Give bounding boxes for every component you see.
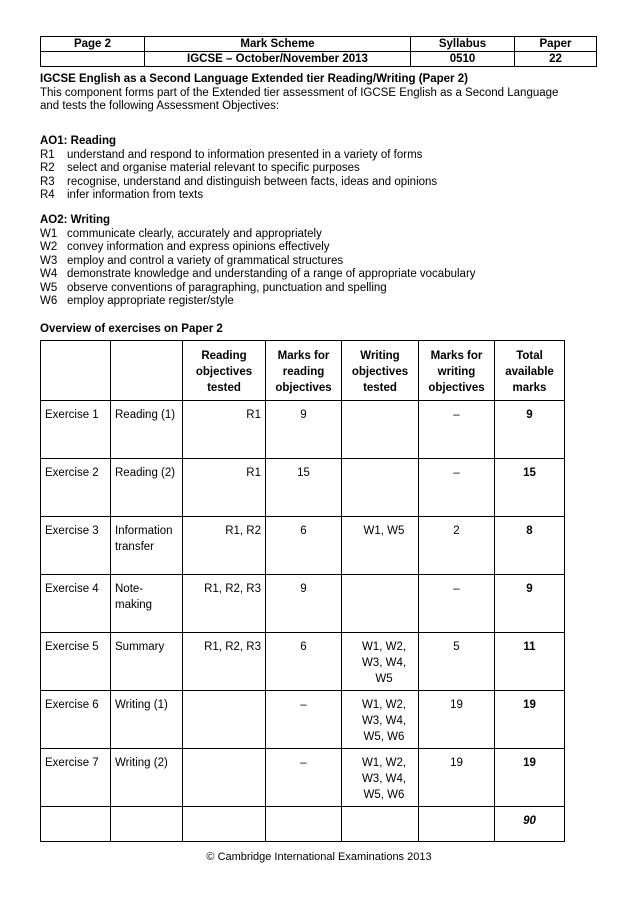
exercise-cell: Exercise 4 [41, 575, 111, 633]
writing-marks-cell: 19 [419, 749, 495, 807]
writing-marks-cell: 5 [419, 633, 495, 691]
column-header: Marks for reading objectives [266, 341, 342, 401]
writing-objectives-cell: W1, W2, W3, W4, W5, W6 [342, 691, 419, 749]
objective-code: R1 [40, 148, 55, 161]
intro [40, 73, 600, 114]
header-table [40, 36, 597, 67]
writing-objectives-cell: W1, W2, W3, W4, W5, W6 [342, 749, 419, 807]
ao1-item [40, 149, 600, 163]
ao1-heading: AO1: Reading [40, 135, 117, 147]
column-header [111, 341, 183, 401]
overview-body [41, 401, 565, 842]
objective-text: demonstrate knowledge and understanding of a range of appropriate vocabulary [67, 268, 476, 280]
empty-cell [342, 807, 419, 842]
exercise-cell: Exercise 2 [41, 459, 111, 517]
objective-text: employ and control a variety of grammatical structures [67, 254, 344, 267]
type-cell: Reading (2) [111, 459, 183, 517]
objective-text: communicate clearly, accurately and appropriately [67, 227, 322, 240]
reading-marks-cell: 6 [266, 633, 342, 691]
table-row [41, 575, 565, 633]
table-row [41, 749, 565, 807]
objective-code: R3 [40, 175, 55, 188]
table-row [41, 517, 565, 575]
writing-marks-cell: 19 [419, 691, 495, 749]
ao1-list [40, 149, 600, 203]
objective-code: W3 [40, 254, 58, 267]
writing-marks-cell: 2 [419, 517, 495, 575]
writing-objectives-cell: W1, W2, W3, W4, W5 [342, 633, 419, 691]
exercise-cell: Exercise 3 [41, 517, 111, 575]
overview-table [40, 340, 565, 842]
reading-objectives-cell [183, 749, 266, 807]
intro-title: IGCSE English as a Second Language Extended tier Reading/Writing (Paper 2) [40, 73, 468, 85]
column-header: Reading objectives tested [183, 341, 266, 401]
objective-text: infer information from texts [67, 189, 204, 201]
total-marks-cell: 9 [495, 575, 565, 633]
objective-code: W1 [40, 227, 58, 240]
reading-objectives-cell [183, 691, 266, 749]
type-cell: Information transfer [111, 517, 183, 575]
syllabus-code: 0510 [411, 52, 515, 67]
footer-copyright: © Cambridge International Examinations 2013 [206, 851, 432, 863]
empty-cell [41, 807, 111, 842]
paper-label: Paper [515, 37, 597, 52]
table-row [41, 459, 565, 517]
type-cell: Writing (2) [111, 749, 183, 807]
type-cell: Note-making [111, 575, 183, 633]
reading-objectives-cell: R1, R2, R3 [183, 633, 266, 691]
table-row [41, 633, 565, 691]
column-header: Writing objectives tested [342, 341, 419, 401]
table-row [41, 691, 565, 749]
reading-marks-cell: – [266, 749, 342, 807]
writing-objectives-cell: W1, W5 [342, 517, 419, 575]
ao2-item [40, 295, 600, 309]
writing-objectives-cell [342, 575, 419, 633]
type-cell: Summary [111, 633, 183, 691]
reading-marks-cell: 15 [266, 459, 342, 517]
ao2-item [40, 255, 600, 269]
ao2-list [40, 228, 600, 309]
column-header [41, 341, 111, 401]
syllabus-label: Syllabus [411, 37, 515, 52]
table-row [41, 401, 565, 459]
total-marks-cell: 15 [495, 459, 565, 517]
exercise-cell: Exercise 5 [41, 633, 111, 691]
ao2-item [40, 241, 600, 255]
type-cell: Writing (1) [111, 691, 183, 749]
overview-heading: Overview of exercises on Paper 2 [40, 323, 223, 335]
ao1-item [40, 162, 600, 176]
total-marks-cell: 8 [495, 517, 565, 575]
reading-marks-cell: – [266, 691, 342, 749]
objective-code: R4 [40, 189, 55, 201]
objective-text: employ appropriate register/style [67, 295, 234, 307]
objective-code: R2 [40, 162, 55, 174]
reading-objectives-cell: R1, R2 [183, 517, 266, 575]
reading-objectives-cell: R1, R2, R3 [183, 575, 266, 633]
overview-header-row [41, 341, 565, 401]
ao2-section [40, 214, 600, 309]
column-header: Marks for writing objectives [419, 341, 495, 401]
objective-text: convey information and express opinions effectively [67, 241, 330, 253]
empty-cell [183, 807, 266, 842]
ao2-item [40, 228, 600, 242]
intro-line-1: This component forms part of the Extended tier assessment of IGCSE English as a Second Language [40, 86, 559, 99]
total-marks-cell: 9 [495, 401, 565, 459]
ao1-item [40, 176, 600, 190]
total-marks-cell: 19 [495, 691, 565, 749]
writing-marks-cell: – [419, 401, 495, 459]
objective-code: W4 [40, 268, 58, 280]
total-marks-cell: 19 [495, 749, 565, 807]
objective-code: W2 [40, 241, 58, 253]
objective-code: W6 [40, 295, 58, 307]
exercise-cell: Exercise 6 [41, 691, 111, 749]
objective-code: W5 [40, 281, 58, 294]
total-row [41, 807, 565, 842]
objective-text: select and organise material relevant to specific purposes [67, 162, 360, 174]
ao2-item [40, 268, 600, 282]
reading-marks-cell: 6 [266, 517, 342, 575]
doc-title: Mark Scheme [145, 37, 411, 52]
paper-code: 22 [515, 52, 597, 67]
empty-cell [266, 807, 342, 842]
ao2-item [40, 282, 600, 296]
objective-text: recognise, understand and distinguish between facts, ideas and opinions [67, 175, 438, 188]
intro-line-2: and tests the following Assessment Objectives: [40, 100, 280, 112]
writing-objectives-cell [342, 459, 419, 517]
reading-objectives-cell: R1 [183, 401, 266, 459]
writing-marks-cell: – [419, 459, 495, 517]
grand-total-cell: 90 [495, 807, 565, 842]
objective-text: understand and respond to information presented in a variety of forms [67, 148, 423, 161]
reading-marks-cell: 9 [266, 575, 342, 633]
exercise-cell: Exercise 7 [41, 749, 111, 807]
objective-text: observe conventions of paragraphing, punctuation and spelling [67, 281, 387, 294]
ao1-item [40, 189, 600, 203]
type-cell: Reading (1) [111, 401, 183, 459]
session: IGCSE – October/November 2013 [145, 52, 411, 67]
column-header: Total available marks [495, 341, 565, 401]
page-number: Page 2 [41, 37, 145, 52]
header-blank [41, 52, 145, 67]
ao1-section [40, 135, 600, 203]
empty-cell [419, 807, 495, 842]
ao2-heading: AO2: Writing [40, 214, 111, 226]
exercise-cell: Exercise 1 [41, 401, 111, 459]
writing-marks-cell: – [419, 575, 495, 633]
writing-objectives-cell [342, 401, 419, 459]
empty-cell [111, 807, 183, 842]
reading-marks-cell: 9 [266, 401, 342, 459]
reading-objectives-cell: R1 [183, 459, 266, 517]
total-marks-cell: 11 [495, 633, 565, 691]
